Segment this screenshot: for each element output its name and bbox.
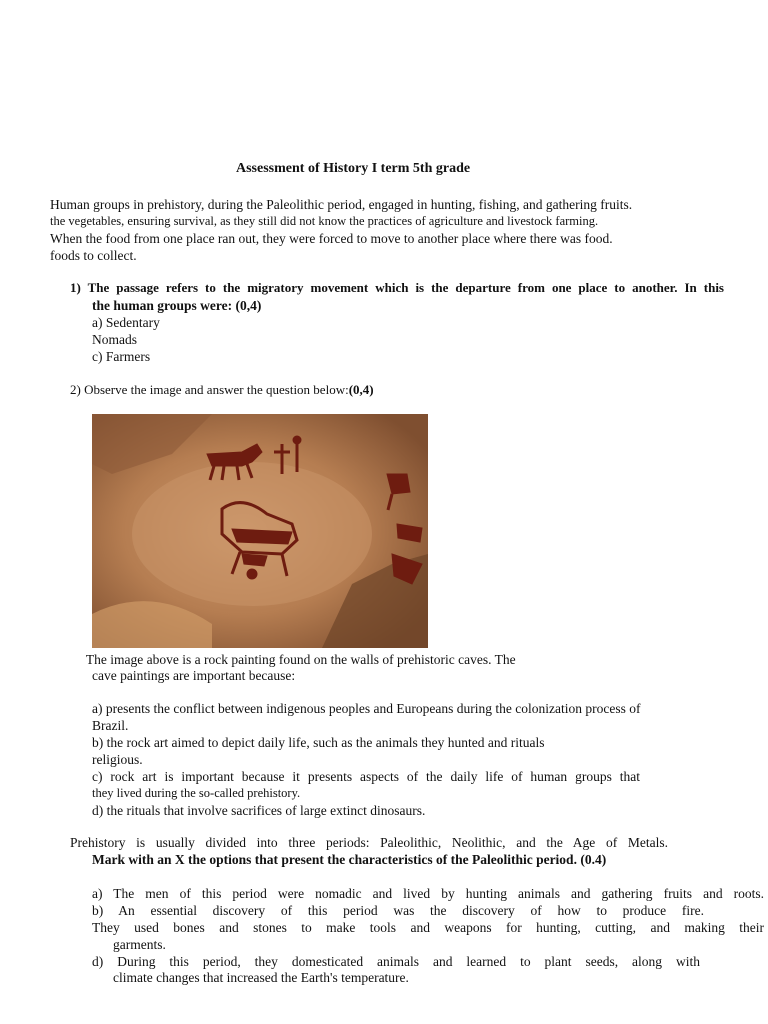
question-3-option-a: a) The men of this period were nomadic and lived by hunting animals and gathering fruits and roots. [92, 886, 764, 901]
question-3-option-d: d) During this period, they domesticated animals and learned to plant seeds, along with [92, 954, 700, 969]
question-1-option-b: Nomads [92, 332, 137, 347]
question-3-option-b: b) An essential discovery of this period was the discovery of how to produce fire. [92, 903, 704, 918]
question-1-option-c: c) Farmers [92, 349, 151, 364]
question-3-option-c: They used bones and stones to make tools and weapons for hunting, cutting, and making their [92, 920, 764, 935]
question-2-option-b: b) the rock art aimed to depict daily life, such as the animals they hunted and rituals [92, 735, 545, 750]
question-2-stem-cont: cave paintings are important because: [92, 668, 296, 683]
question-1-option-a: a) Sedentary [92, 315, 160, 330]
question-2-points: (0,4) [348, 382, 374, 397]
question-2-option-c-cont: they lived during the so-called prehistory. [92, 786, 301, 800]
question-1-stem-cont: the human groups were: (0,4) [92, 298, 262, 313]
intro-line-4: foods to collect. [50, 248, 137, 263]
rock-painting-image [92, 414, 428, 648]
question-3-option-c-cont: garments. [113, 937, 166, 952]
question-2-option-b-cont: religious. [92, 752, 143, 767]
question-2-prompt [70, 381, 374, 398]
question-2-option-a-cont: Brazil. [92, 718, 129, 733]
intro-line-1: Human groups in prehistory, during the Paleolithic period, engaged in hunting, fishing, and gathering fruits. [50, 197, 633, 212]
intro-line-2: the vegetables, ensuring survival, as they still did not know the practices of agriculture and livestock farming. [50, 214, 599, 228]
question-2-option-d: d) the rituals that involve sacrifices of large extinct dinosaurs. [92, 803, 426, 818]
question-3-option-d-cont: climate changes that increased the Earth's temperature. [113, 970, 409, 985]
question-3-stem: Prehistory is usually divided into three periods: Paleolithic, Neolithic, and the Age of Metals. [70, 835, 668, 850]
question-2-prompt-text: 2) Observe the image and answer the question below: [70, 382, 349, 397]
question-2-option-a: a) presents the conflict between indigenous peoples and Europeans during the colonization process of [92, 701, 641, 716]
question-1-stem: 1) The passage refers to the migratory movement which is the departure from one place to another. In this [70, 280, 724, 295]
intro-line-3: When the food from one place ran out, they were forced to move to another place where there was food. [50, 231, 613, 246]
page-title: Assessment of History I term 5th grade [236, 161, 471, 176]
question-2-option-c: c) rock art is important because it presents aspects of the daily life of human groups that [92, 769, 640, 784]
question-3-instruction: Mark with an X the options that present the characteristics of the Paleolithic period. (0.4) [92, 852, 607, 867]
question-2-stem: The image above is a rock painting found on the walls of prehistoric caves. The [72, 652, 502, 667]
